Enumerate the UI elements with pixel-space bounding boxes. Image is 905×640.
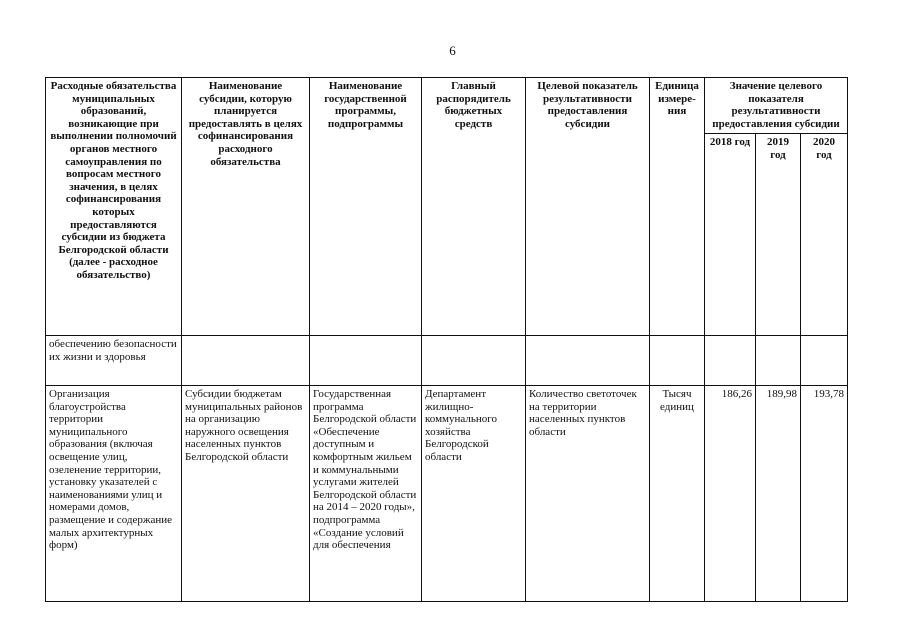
header-obligations: Расходные обязательства муниципальных образований, возникающие при выполнении полномочий органов местного самоуправления по вопросам местного значения, в целях софинансирования которых предоставляются субсидии из бюджета Белгородской области (далее - расходное обязательство)	[46, 78, 182, 336]
continuation-row	[46, 336, 848, 386]
continuation-cell-obligation: обеспечению безопасности их жизни и здоровья	[46, 336, 182, 386]
subsidy-table	[45, 77, 848, 602]
header-unit: Единица измере-ния	[650, 78, 705, 336]
table-row	[46, 386, 848, 602]
cell-obligation: Организация благоустройства территории муниципального образования (включая освещение улиц, озеленение территории, установку указателей с наименованиями улиц и номерами домов, размещение и содержание малых архитектурных форм)	[46, 386, 182, 602]
header-target-value: Значение целевого показателя результативности предоставления субсидии	[705, 78, 848, 134]
header-year-2019: 2019 год	[756, 134, 801, 336]
page-number: 6	[449, 43, 456, 58]
header-row	[46, 78, 848, 134]
cell-program-name: Государственная программа Белгородской области «Обеспечение доступным и комфортным жильем и коммунальными услугами жителей Белгородской области на 2014 – 2020 годы», подпрограмма «Создание условий для обеспечения	[310, 386, 422, 602]
cell-unit: Тысяч единиц	[650, 386, 705, 602]
cell-value-2020: 193,78	[801, 386, 848, 602]
header-program-name: Наименование государственной программы, подпрограммы	[310, 78, 422, 336]
cell-value-2019: 189,98	[756, 386, 801, 602]
cell-value-2018: 186,26	[705, 386, 756, 602]
header-year-2018: 2018 год	[705, 134, 756, 336]
cell-target-indicator: Количество светоточек на территории населенных пунктов области	[526, 386, 650, 602]
header-year-2020: 2020 год	[801, 134, 848, 336]
cell-subsidy-name: Субсидии бюджетам муниципальных районов на организацию наружного освещения населенных пунктов Белгородской области	[182, 386, 310, 602]
header-budget-manager: Главный распорядитель бюджетных средств	[422, 78, 526, 336]
cell-budget-manager: Департамент жилищно-коммунального хозяйства Белгородской области	[422, 386, 526, 602]
header-subsidy-name: Наименование субсидии, которую планируется предоставлять в целях софинансирования расходного обязательства	[182, 78, 310, 336]
header-target-indicator: Целевой показатель результативности предоставления субсидии	[526, 78, 650, 336]
